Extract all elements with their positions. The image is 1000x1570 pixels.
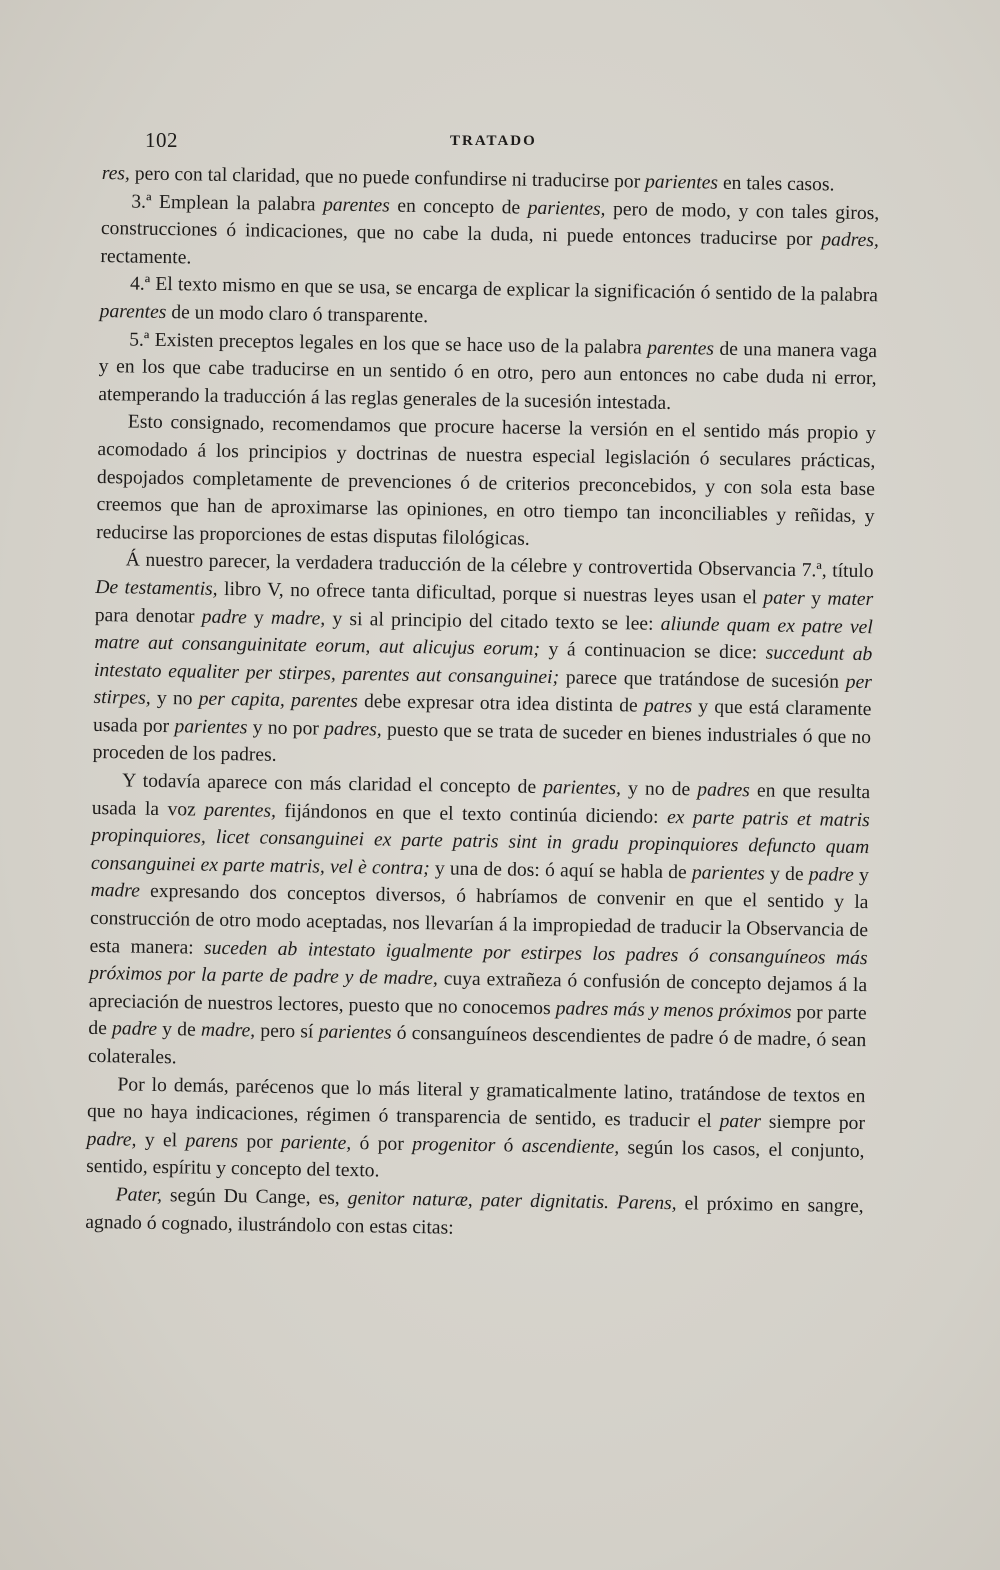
- text-run: y no por: [247, 717, 325, 740]
- text-run: según Du Cange, es,: [161, 1185, 348, 1209]
- italic-text: De testamentis,: [95, 576, 218, 600]
- italic-text: madre: [90, 880, 141, 903]
- italic-text: succedunt ab intestato equaliter per stirpes, parentes aut consanguinei;: [93, 642, 873, 688]
- text-run: Á nuestro parecer, la verdadera traducción de la célebre y controvertida Observancia 7.ª, título: [125, 549, 874, 583]
- italic-text: ex parte patris et matris propinquiores, licet consanguinei ex parte patris sint in gradu propinquiores defuncto quam consanguinei ex parte matris, vel è contra;: [90, 806, 870, 880]
- text-run: de una manera vaga y en los que cabe traducirse en un sentido ó en otro, pero aun entonces no cabe duda ni error, atemperando la traducción á las reglas generales de la sucesión intestada.: [98, 338, 878, 414]
- text-run: y de: [764, 863, 809, 886]
- text-run: para denotar: [94, 604, 202, 628]
- text-run: cuya extrañeza ó confusión de concepto dejamos á la apreciación de nuestros lectores, puesto que no conocemos: [88, 968, 868, 1020]
- italic-text: parientes: [318, 1021, 392, 1045]
- text-run: 4.ª El texto mismo en que se usa, se encarga de explicar la significación ó sentido de la palabra: [129, 273, 879, 307]
- text-run: ó por: [351, 1132, 413, 1155]
- paragraph: [88, 767, 871, 1083]
- text-run: y de: [156, 1019, 202, 1042]
- text-run: el próximo en sangre, agnado ó cognado, ilustrándolo con estas citas:: [85, 1193, 864, 1239]
- text-run: en concepto de: [389, 195, 528, 219]
- italic-text: per capita, parentes: [198, 688, 359, 713]
- text-run: y una de dos: ó aquí se habla de: [429, 858, 693, 884]
- italic-text: genitor naturæ, pater dignitatis. Parens,: [347, 1187, 677, 1215]
- italic-text: parentes: [99, 300, 167, 323]
- text-run: ó consanguíneos descendientes de padre ó de madre, ó sean colaterales.: [87, 1023, 867, 1069]
- italic-text: padres más y menos próximos: [555, 998, 792, 1023]
- text-run: y: [246, 606, 272, 629]
- italic-text: padre,: [86, 1128, 137, 1151]
- italic-text: per stirpes,: [93, 671, 873, 710]
- italic-text: res,: [101, 162, 131, 185]
- text-run: Por lo demás, parécenos que lo más literal y gramaticalmente latino, tratándose de textos en que no haya indicaciones, régimen ó transparencia de sentido, es traducir el: [86, 1073, 866, 1133]
- text-run: de un modo claro ó transparente.: [166, 302, 429, 328]
- paragraph: [86, 1070, 866, 1193]
- text-run: parece que tratándose de sucesión: [558, 666, 846, 693]
- italic-text: mater: [827, 588, 874, 611]
- italic-text: padre: [111, 1018, 158, 1041]
- italic-text: aliunde quam ex patre vel matre aut consanguinitate eorum, aut alicujus eorum;: [94, 613, 873, 661]
- list-item-3: [100, 188, 879, 283]
- italic-text: padre: [201, 606, 247, 628]
- text-run: debe expresar otra idea distinta de: [357, 691, 645, 717]
- text-run: pero sí: [255, 1020, 319, 1043]
- italic-text: padres,: [821, 229, 879, 252]
- text-run: según los casos, el conjunto, sentido, espíritu y concepto del texto.: [86, 1137, 865, 1182]
- page-header: [145, 128, 885, 158]
- text-run: y que está claramente usada por: [92, 696, 872, 738]
- italic-text: parentes: [322, 194, 390, 217]
- text-run: por parte de: [88, 1001, 867, 1040]
- body-text: [85, 160, 880, 1248]
- italic-text: padres: [697, 779, 751, 802]
- italic-text: pater: [719, 1111, 762, 1133]
- text-run: y el: [136, 1129, 186, 1152]
- text-run: y á continuacion se dice:: [539, 639, 766, 664]
- paragraph: [85, 1181, 864, 1248]
- text-run: en que resulta usada la voz: [91, 780, 871, 821]
- italic-text: progenitor: [412, 1133, 496, 1157]
- text-run: ó: [495, 1135, 522, 1157]
- italic-text: patres: [643, 695, 693, 718]
- page-number: 102: [145, 128, 178, 152]
- text-run: y: [853, 864, 870, 886]
- italic-text: suceden ab intestato igualmente por estirpes los padres ó consanguíneos más próximos por la parte de padre y de madre,: [89, 937, 868, 990]
- text-run: y: [804, 587, 828, 610]
- text-run: Y todavía aparece con más claridad el concepto de: [122, 770, 544, 799]
- text-run: puesto que se trata de suceder en bienes industriales ó que no proceden de los padres.: [92, 719, 872, 767]
- paragraph: [92, 546, 873, 779]
- italic-text: Pater,: [115, 1184, 163, 1207]
- text-run: 5.ª Existen preceptos legales en los que se hace uso de la palabra: [129, 329, 648, 359]
- text-run: siempre por: [760, 1111, 866, 1135]
- text-run: pero con tal claridad, que no puede confundirse ni traducirse por: [129, 163, 646, 193]
- text-run: expresando dos conceptos diversos, ó habríamos de convenir en que el sentido y la construcción de otro modo aceptadas, nos llevarían á la impropiedad de traducir la Observancia de esta manera:: [89, 881, 869, 959]
- text-run: y si al principio del citado texto se lee:: [325, 608, 661, 635]
- italic-text: parientes: [174, 716, 248, 739]
- text-run: libro V, no ofrece tanta dificultad, porque si nuestras leyes usan el: [217, 578, 764, 609]
- list-item-5: [98, 326, 877, 421]
- text-run: en tales casos.: [717, 172, 835, 196]
- paragraph: [96, 408, 876, 558]
- italic-text: parientes,: [527, 197, 606, 220]
- running-title: TRATADO: [450, 133, 537, 149]
- italic-text: parens: [185, 1130, 239, 1153]
- text-run: pero de modo, y con tales giros, construcciones ó indicaciones, que no cabe la duda, ni puede entonces traducirse por: [100, 198, 880, 251]
- italic-text: padre: [808, 864, 854, 886]
- italic-text: padres,: [324, 718, 382, 741]
- text-run: rectamente.: [100, 245, 192, 269]
- text-run: 3.ª Emplean la palabra: [131, 191, 324, 216]
- italic-text: ascendiente,: [521, 1135, 620, 1159]
- text-run: y no: [150, 688, 199, 710]
- italic-text: parientes: [644, 171, 719, 194]
- italic-text: parientes: [691, 862, 766, 885]
- italic-text: parientes,: [543, 777, 622, 800]
- text-run: y no de: [620, 778, 698, 801]
- italic-text: pariente,: [280, 1131, 352, 1154]
- text-run: Esto consignado, recomendamos que procure hacerse la versión en el sentido más propio y acomodado á los principios y doctrinas de nuestra especial legislación ó seculares prácticas, despojados completamente de prevenciones ó de criterios preconcebidos, y con sola esta base creemos que han de aproximarse las opiniones, en otro tiempo tan inconciliables y reñidas, y reducirse las proporciones de estas disputas filológicas.: [95, 411, 876, 550]
- text-run: por: [237, 1131, 282, 1153]
- italic-text: pater: [763, 587, 805, 609]
- italic-text: parentes,: [204, 799, 277, 822]
- text-run: fijándonos en que el texto continúa diciendo:: [275, 800, 668, 828]
- italic-text: madre,: [200, 1020, 256, 1042]
- italic-text: parentes: [647, 337, 715, 360]
- italic-text: madre,: [270, 607, 326, 630]
